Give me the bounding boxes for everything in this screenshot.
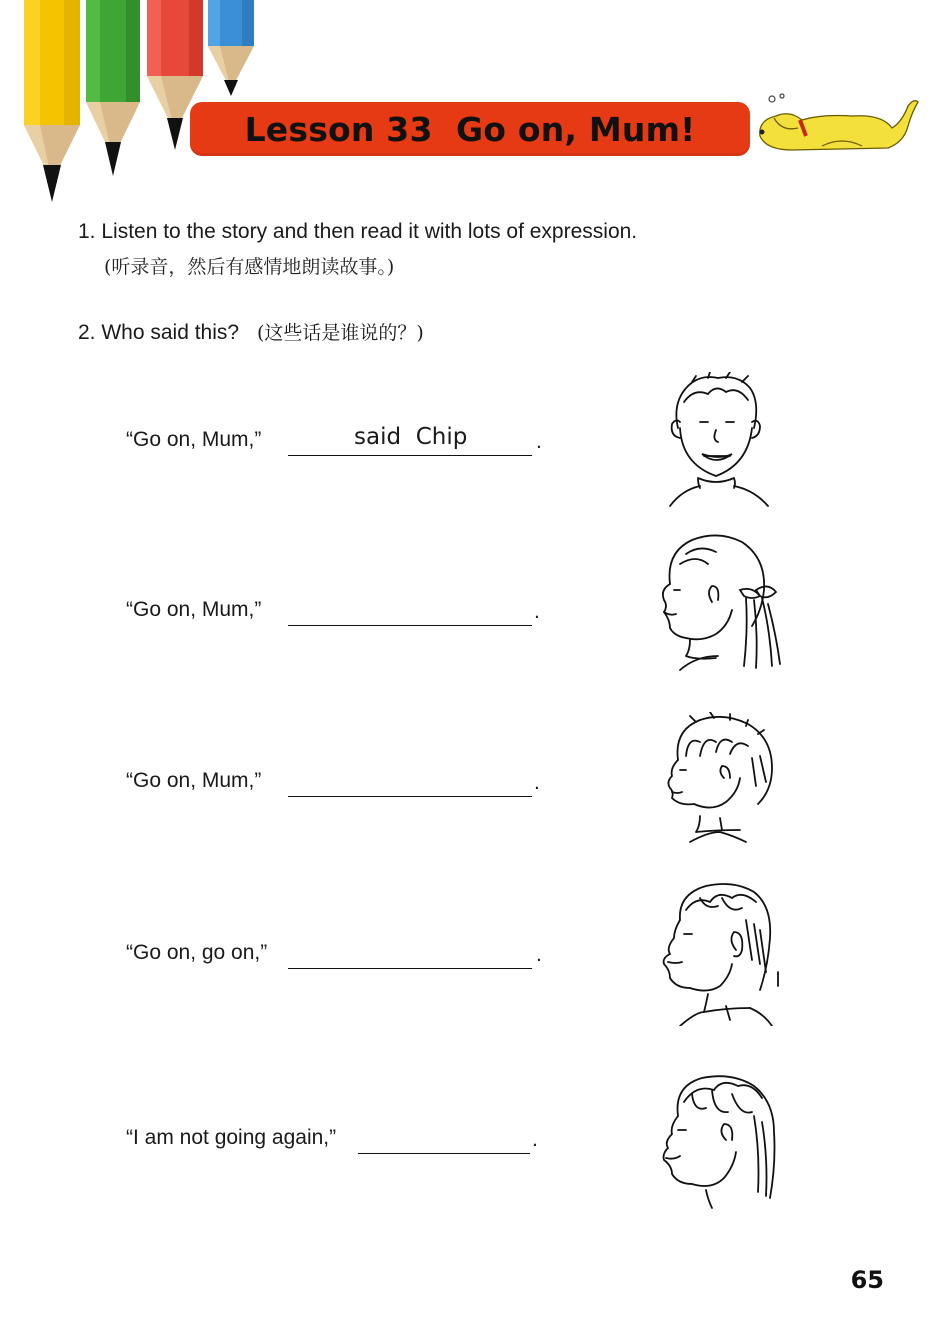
quote-text: “Go on, Mum,”: [126, 598, 262, 621]
instruction-2-text: 2. Who said this?: [78, 321, 240, 344]
lesson-title: Lesson 33 Go on, Mum!: [244, 109, 696, 149]
quote-text: “Go on, Mum,”: [126, 769, 262, 792]
answer-line[interactable]: [358, 1119, 530, 1154]
instruction-1-translation: (听录音，然后有感情地朗读故事。): [104, 256, 395, 278]
answer-line[interactable]: [288, 762, 532, 797]
instruction-2: [78, 318, 424, 345]
period: .: [534, 600, 540, 623]
girl-with-bow-face-icon: [656, 530, 786, 674]
period: .: [536, 943, 542, 966]
question-row-1: [126, 416, 556, 456]
question-row-5: [126, 1114, 556, 1154]
period: .: [532, 1128, 538, 1151]
boy-side-face-icon: [660, 712, 780, 844]
answer-line[interactable]: [288, 591, 532, 626]
instruction-1: 1. Listen to the story and then read it with lots of expression.: [78, 220, 638, 243]
man-side-face-icon: [656, 880, 786, 1026]
page-number: 65: [850, 1266, 884, 1294]
quote-text: “I am not going again,”: [126, 1126, 337, 1149]
period: .: [536, 430, 542, 453]
yellow-pencil-icon: [24, 0, 80, 202]
question-row-3: [126, 757, 556, 797]
question-row-2: [126, 586, 556, 626]
woman-side-face-icon: [656, 1072, 782, 1212]
answer-line[interactable]: [288, 934, 532, 969]
green-pencil-icon: [86, 0, 140, 176]
answer-text: said Chip: [354, 424, 468, 450]
boy-face-front-icon: [664, 372, 774, 508]
blue-pencil-icon: [208, 0, 254, 96]
quote-text: “Go on, go on,”: [126, 941, 268, 964]
sleeping-dog-icon: [752, 92, 922, 156]
question-row-4: [126, 929, 556, 969]
title-banner: [190, 102, 750, 156]
period: .: [534, 771, 540, 794]
quote-text: “Go on, Mum,”: [126, 428, 262, 451]
instruction-2-translation: (这些话是谁说的？): [256, 322, 424, 344]
